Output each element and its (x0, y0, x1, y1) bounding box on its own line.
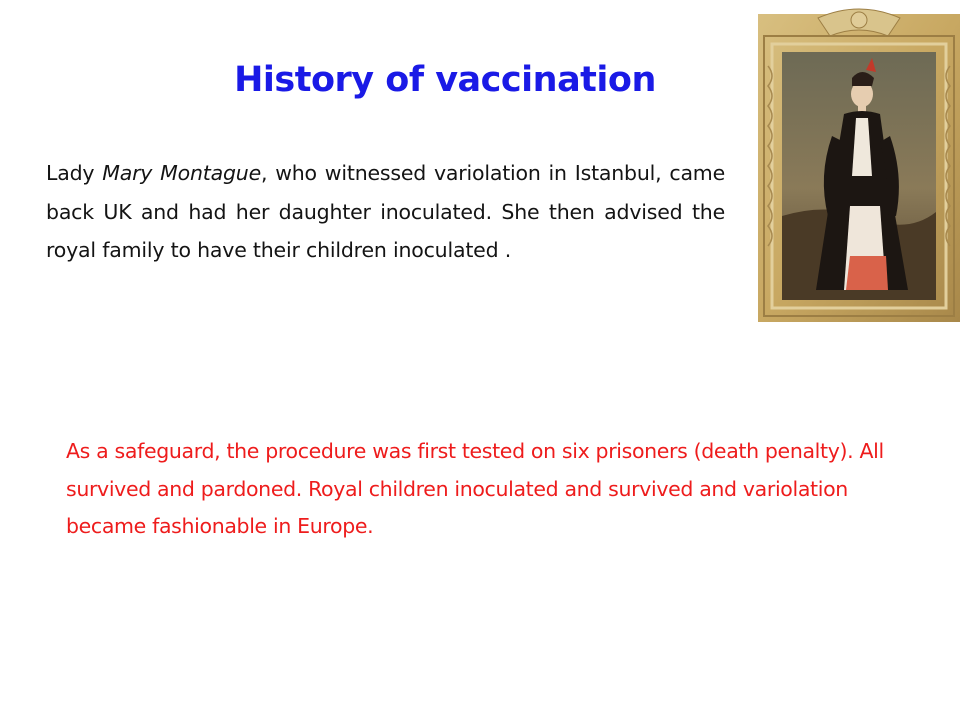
intro-text-rest: , who witnessed variolation in Istanbul, came back UK and had her daughter inoculated. She then advised the royal family to have their children inoculated . (46, 161, 725, 262)
person-name: Mary Montague (102, 161, 261, 185)
intro-text-start: Lady (46, 161, 103, 185)
portrait-painting (758, 6, 960, 322)
framed-portrait-icon (758, 6, 960, 322)
safeguard-note: As a safeguard, the procedure was first tested on six prisoners (death penalty). All survived and pardoned. Royal children inoculated and survived and variolation became fashionable in Europe. (66, 439, 884, 538)
intro-paragraph (46, 154, 725, 270)
slide-title: History of vaccination (234, 60, 656, 100)
